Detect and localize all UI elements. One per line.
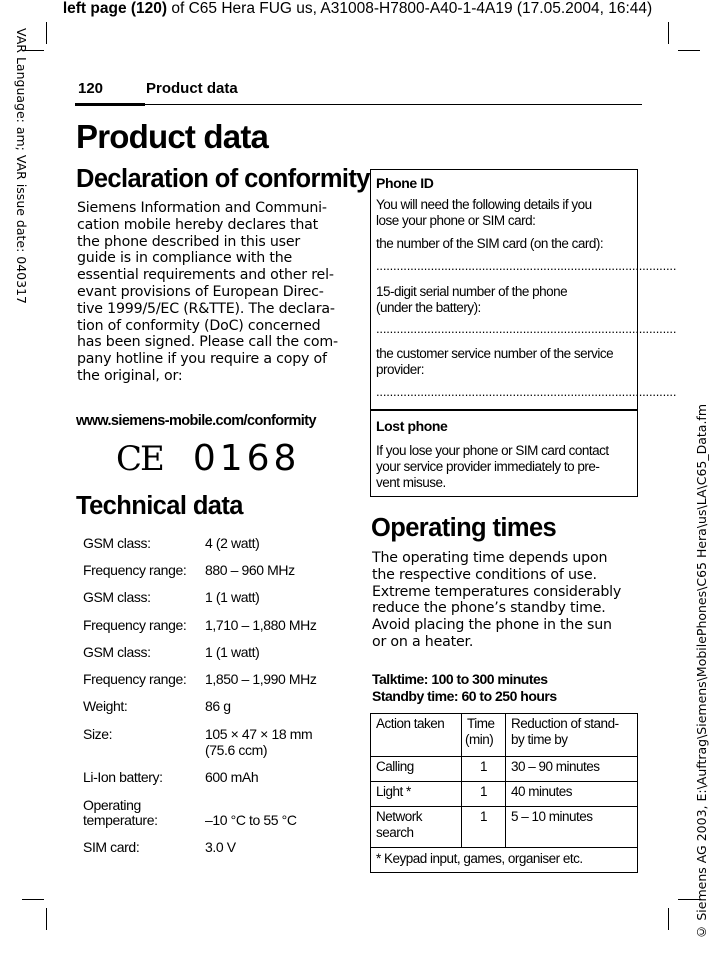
text-line: guide is in compliance with the xyxy=(77,250,293,267)
service-number-blank: ........................................................................................ xyxy=(376,384,677,399)
page-title: Product data xyxy=(76,118,269,155)
standby-reduction-table xyxy=(370,713,638,873)
text-line: the original, or: xyxy=(77,367,183,384)
text-line: the customer service number of the service xyxy=(376,346,614,361)
tech-key: Li-Ion battery: xyxy=(83,769,163,785)
tech-value: 880 – 960 MHz xyxy=(205,562,295,578)
row-divider xyxy=(371,781,637,782)
tech-key: GSM class: xyxy=(83,535,151,551)
sim-number-label xyxy=(376,236,603,252)
text-line: provider: xyxy=(376,362,425,377)
text-line: Extreme temperatures considerably xyxy=(372,583,622,600)
table-cell-action: Light * xyxy=(376,784,411,799)
table-header-time-unit: (min) xyxy=(465,732,494,747)
table-cell-time: 1 xyxy=(480,784,488,799)
table-cell-action: Network xyxy=(376,809,423,824)
tech-value: 1,710 – 1,880 MHz xyxy=(205,617,317,633)
crop-mark xyxy=(668,22,669,44)
text-line: lose your phone or SIM card: xyxy=(376,213,536,228)
tech-key: Operating xyxy=(83,797,141,813)
conformity-url: www.siemens-mobile.com/conformity xyxy=(76,413,316,429)
margin-language-info: VAR Language: am; VAR issue date: 040317 xyxy=(14,28,29,304)
table-header-time: Time xyxy=(467,716,495,731)
print-info-rest: of C65 Hera FUG us, A31008-H7800-A40-1-4A19 (17.05.2004, 16:44) xyxy=(167,0,653,17)
crop-mark xyxy=(46,908,47,930)
print-info-line xyxy=(0,0,715,18)
tech-value: 4 (2 watt) xyxy=(205,535,260,551)
table-cell-reduction: 30 – 90 minutes xyxy=(511,759,600,774)
technical-heading: Technical data xyxy=(76,492,243,520)
text-line: essential requirements and other rel- xyxy=(77,267,334,284)
text-line: the respective conditions of use. xyxy=(372,566,597,583)
tech-value: 1,850 – 1,990 MHz xyxy=(205,671,317,687)
tech-key: Frequency range: xyxy=(83,617,187,633)
lost-phone-title: Lost phone xyxy=(376,418,448,434)
tech-value: 3.0 V xyxy=(205,839,236,855)
header-rule xyxy=(75,104,642,105)
margin-file-path: © Siemens AG 2003, E:\Auftrag\Siemens\MobilePhones\C65 Hera\us\LA\C65_Data.fm xyxy=(694,404,709,940)
tech-key: GSM class: xyxy=(83,644,151,660)
tech-value: 600 mAh xyxy=(205,769,259,785)
crop-mark xyxy=(668,908,669,930)
text-line: evant provisions of European Direc- xyxy=(77,283,324,300)
tech-value: 86 g xyxy=(205,698,231,714)
table-cell-time: 1 xyxy=(480,759,488,774)
ce-marking xyxy=(116,438,300,479)
table-cell-action-cont: search xyxy=(376,825,414,840)
ce-logo-icon: CE xyxy=(116,439,163,479)
lost-phone-box xyxy=(370,410,638,497)
operating-text xyxy=(372,550,621,651)
table-cell-time: 1 xyxy=(480,809,488,824)
table-cell-reduction: 5 – 10 minutes xyxy=(511,809,593,824)
conformity-text xyxy=(77,200,338,385)
header-rule-accent xyxy=(75,103,145,106)
text-line: vent misuse. xyxy=(376,475,446,490)
standby-label: Standby time: 60 to 250 hours xyxy=(372,688,557,704)
table-cell-reduction: 40 minutes xyxy=(511,784,573,799)
text-line: has been signed. Please call the com- xyxy=(77,334,338,351)
tech-value: 105 × 47 × 18 mm xyxy=(205,726,313,742)
table-footnote: * Keypad input, games, organiser etc. xyxy=(376,851,583,866)
operating-heading: Operating times xyxy=(371,514,557,542)
crop-mark xyxy=(22,899,44,900)
text-line: (under the battery): xyxy=(376,300,481,315)
text-line: tive 1999/5/EC (R&TTE). The declara- xyxy=(77,300,335,317)
conformity-heading: Declaration of conformity xyxy=(76,165,370,193)
row-divider xyxy=(371,847,637,848)
tech-value: –10 °C to 55 °C xyxy=(205,812,297,828)
table-header-action: Action taken xyxy=(376,716,445,731)
text-line: pany hotline if you require a copy of xyxy=(77,351,327,368)
serial-number-label xyxy=(376,284,567,316)
tech-key: Weight: xyxy=(83,698,128,714)
tech-key: Size: xyxy=(83,726,113,742)
text-line: or on a heater. xyxy=(372,633,474,650)
tech-key: SIM card: xyxy=(83,839,140,855)
crop-mark xyxy=(678,50,700,51)
sim-number-blank: ........................................................................................ xyxy=(376,258,677,273)
phone-id-box xyxy=(370,169,677,410)
service-number-label xyxy=(376,346,613,378)
ce-notified-body-number: 0168 xyxy=(192,438,301,479)
phone-id-title: Phone ID xyxy=(376,175,434,191)
text-line: tion of conformity (DoC) concerned xyxy=(77,317,321,334)
page-number: 120 xyxy=(78,80,104,97)
text-line: You will need the following details if you xyxy=(376,197,592,212)
text-line: Siemens Information and Communi- xyxy=(77,200,327,216)
tech-key: Frequency range: xyxy=(83,671,187,687)
table-header-reduction: Reduction of stand- xyxy=(511,716,619,731)
tech-value: (75.6 ccm) xyxy=(205,742,268,758)
text-line: reduce the phone’s standby time. xyxy=(372,600,606,617)
text-line: the number of the SIM card (on the card): xyxy=(376,236,604,251)
serial-number-blank: ........................................................................................ xyxy=(376,321,677,336)
text-line: Avoid placing the phone in the sun xyxy=(372,617,612,634)
text-line: the phone described in this user xyxy=(77,233,301,250)
talktime-label: Talktime: 100 to 300 minutes xyxy=(372,671,548,687)
tech-value: 1 (1 watt) xyxy=(205,644,260,660)
row-divider xyxy=(371,806,637,807)
text-line: cation mobile hereby declares that xyxy=(77,216,319,233)
text-line: The operating time depends upon xyxy=(372,550,608,566)
row-divider xyxy=(371,756,637,757)
phone-id-intro xyxy=(376,197,592,229)
lost-phone-text xyxy=(376,443,609,491)
tech-key: temperature: xyxy=(83,812,158,828)
tech-key: GSM class: xyxy=(83,589,151,605)
print-info-page: left page (120) xyxy=(62,0,168,17)
table-header-reduction-cont: by time by xyxy=(511,732,568,747)
text-line: your service provider immediately to pre- xyxy=(376,459,600,474)
text-line: 15-digit serial number of the phone xyxy=(376,284,568,299)
table-cell-action: Calling xyxy=(376,759,414,774)
tech-key: Frequency range: xyxy=(83,562,187,578)
text-line: If you lose your phone or SIM card contact xyxy=(376,443,609,458)
crop-mark xyxy=(46,22,47,44)
running-header: Product data xyxy=(146,80,238,97)
tech-value: 1 (1 watt) xyxy=(205,589,260,605)
